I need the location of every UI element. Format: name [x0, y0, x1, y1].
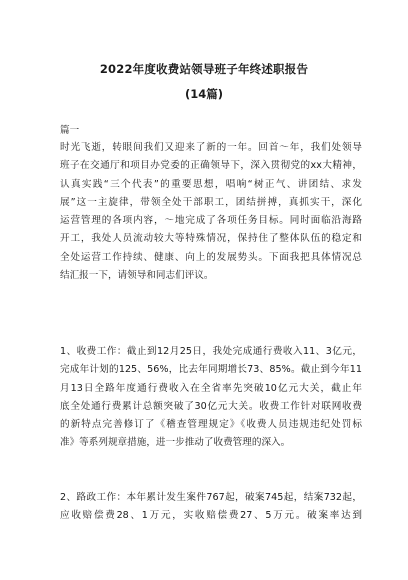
section-label [60, 122, 362, 140]
paragraph-line: 运营管理的各项内容，～地完成了各项任务目标。同时面临沿海路 [60, 215, 362, 227]
paragraph-road-admin [60, 489, 362, 526]
paragraph-line: 开工，我处人员流动较大等特殊情况，保持住了整体队伍的稳定和 [60, 233, 362, 245]
paragraph-line: 准》等系列规章措施，进一步推动了收费管理的深入。 [60, 437, 291, 449]
paragraph-line: 展”这一主旋律，带领全处干部职工，团结拼搏，真抓实干，深化 [60, 196, 362, 208]
paragraph-line: 完成年计划的125、56%，比去年同期增长73、85%。截止到今年11 [60, 364, 362, 376]
paragraph-intro [60, 139, 362, 285]
paragraph-toll-work [60, 343, 362, 453]
document-title: 2022年度收费站领导班子年终述职报告 [99, 62, 309, 76]
paragraph-line: 1、收费工作：截止到12月25日，我处完成通行费收入11、3亿元， [60, 346, 362, 357]
document-subtitle: (14篇) [184, 87, 223, 101]
paragraph-line: 结汇报一下，请领导和同志们评议。 [60, 270, 214, 282]
paragraph-line: 月13日全路年度通行费收入在全省率先突破10亿元大关，截止年 [60, 382, 362, 394]
paragraph-line: 应收赔偿费28、1万元，实收赔偿费27、5万元。破案率达到 [60, 510, 362, 522]
paragraph-line: 认真实践“三个代表”的重要思想，唱响“树正气、讲团结、求发 [60, 178, 362, 190]
paragraph-line: 2、路政工作：本年累计发生案件767起，破案745起，结案732起， [60, 492, 362, 503]
paragraph-line: 班子在交通厅和项目办党委的正确领导下，深入贯彻党的xx大精神， [60, 160, 362, 172]
paragraph-line: 全处运营工作持续、健康、向上的发展势头。下面我把具体情况总 [60, 251, 362, 263]
paragraph-line: 时光飞逝，转眼间我们又迎来了新的一年。回首～年，我们处领导 [60, 142, 362, 153]
paragraph-line: 底全处通行费累计总额突破了30亿元大关。收费工作针对联网收费 [60, 400, 362, 412]
paragraph-line: 的新特点完善修订了《稽查管理规定》《收费人员违规违纪处罚标 [60, 419, 362, 431]
section-label-text: 篇一 [60, 125, 80, 136]
